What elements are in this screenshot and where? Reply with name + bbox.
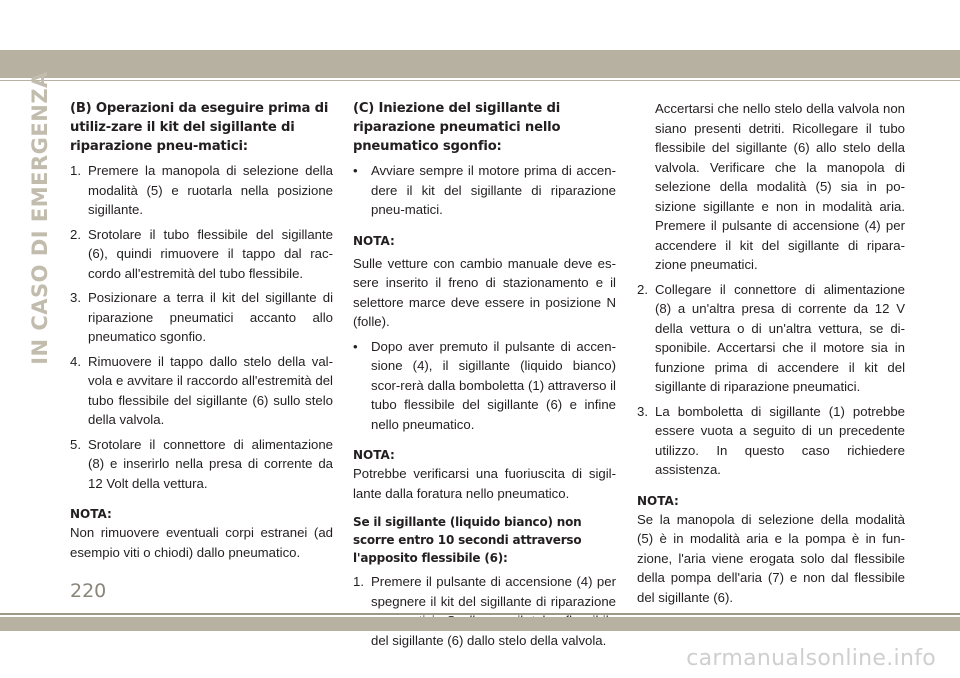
- note-title: NOTA:: [637, 493, 679, 508]
- step-text: Premere la manopola di selezione della modalità (5) e ruotarla nella posizione sigillante.: [88, 163, 333, 217]
- page-number: 220: [70, 580, 107, 602]
- column-1: [70, 99, 333, 562]
- list-item: [353, 337, 616, 435]
- sub-heading: Se il sigillante (liquido bianco) non scorre entro 10 secondi attraverso l'apposito flessibile (6):: [353, 515, 582, 565]
- section-side-tab: [24, 71, 56, 365]
- continued-step-text: Accertarsi che nello stelo della valvola non siano presenti detriti. Ricollegare il tubo flessibile del sigillante (6) allo stelo della valvola. Verificare che la manopola di selezione della modalità (5) sia in po-sizione sigillante e non in modalità aria. Premere il pulsante di accensione (4) per accendere il kit del sigillante di ripara-zione pneumatici.: [655, 101, 905, 272]
- list-item: [353, 572, 616, 650]
- footer-rule: [0, 613, 960, 615]
- bullet-icon: •: [353, 338, 358, 354]
- note-title: NOTA:: [353, 233, 395, 248]
- recovery-steps: [353, 572, 616, 650]
- step-text: Rimuovere il tappo dallo stelo della val-vola e avvitare il raccordo all'estremità del tubo flessibile del sigillante (6) sullo stelo della valvola.: [88, 353, 333, 427]
- section-side-tab-label: IN CASO DI EMERGENZA: [28, 71, 52, 365]
- note-title: NOTA:: [353, 448, 395, 462]
- bullet-text: Avviare sempre il motore prima di accen-dere il kit del sigillante di riparazione pneu-matici.: [371, 163, 616, 217]
- step-number: 5.: [70, 436, 81, 452]
- step-text: La bomboletta di sigillante (1) potrebbe essere vuota a seguito di un precedente utilizzo. In questo caso richiedere assistenza.: [655, 403, 905, 477]
- step-number: 2.: [70, 226, 81, 242]
- list-item: [70, 288, 333, 347]
- footer-band: [0, 617, 960, 631]
- bullet-list: [353, 161, 616, 220]
- step-number: 4.: [70, 353, 81, 369]
- section-b-heading: (B) Operazioni da eseguire prima di utiliz-zare il kit del sigillante di riparazione pneu-matici:: [70, 101, 329, 154]
- bullet-list: [353, 337, 616, 435]
- note-title: NOTA:: [70, 507, 112, 521]
- list-item: [637, 280, 905, 397]
- step-number: 1.: [353, 574, 364, 589]
- list-item: [70, 161, 333, 220]
- section-b-steps: [70, 161, 333, 493]
- step-number: 1.: [70, 163, 81, 178]
- bullet-text: Dopo aver premuto il pulsante di accen-sione (4), il sigillante (liquido bianco) scor-rerà dalla bomboletta (1) attraverso il tubo flessibile del sigillante (6) e infine nello pneumatico.: [371, 338, 616, 432]
- list-item: [70, 435, 333, 494]
- note-text: Non rimuovere eventuali corpi estranei (ad esempio viti o chiodi) dallo pneumatico.: [70, 525, 333, 560]
- list-item: [353, 161, 616, 220]
- note-text: Sulle vetture con cambio manuale deve es-sere inserito il freno di stazionamento e il selettore marce deve essere in posizione N (folle).: [353, 255, 616, 329]
- step-number: 3.: [70, 290, 81, 305]
- step-text: Premere il pulsante di accensione (4) per spegnere il kit del sigillante di riparazione del sigillante (6) dallo stelo della valvola.: [371, 574, 616, 648]
- list-item: [70, 225, 333, 284]
- step-text: Srotolare il connettore di alimentazione (8) e inserirlo nella presa di corrente da 12 Volt della vettura.: [88, 436, 333, 491]
- list-item: [637, 402, 905, 480]
- header-band: [0, 50, 960, 78]
- note-text: Potrebbe verificarsi una fuoriuscita di sigil-lante dalla foratura nello pneumatico.: [353, 466, 616, 501]
- bullet-icon: •: [353, 163, 358, 178]
- column-2: [353, 99, 616, 650]
- section-c-heading: (C) Iniezione del sigillante di riparazione pneumatici nello pneumatico sgonfio:: [353, 101, 561, 154]
- note-text: Se la manopola di selezione della modalità (5) è in modalità aria e la pompa è in fun-zione, l'aria viene erogata solo dal flessibile della pompa dell'aria (7) e non dal flessibile del sigillante (6).: [637, 511, 905, 605]
- watermark: carmanualsonline.info: [686, 646, 936, 671]
- step-number: 2.: [637, 281, 648, 297]
- step-text: Posizionare a terra il kit del sigillante di riparazione pneumatici accanto allo pneumatico sgonfio.: [88, 290, 333, 344]
- column-3: [637, 99, 905, 607]
- step-text: Srotolare il tubo flessibile del sigillante (6), quindi rimuovere il tappo dal rac-cordo all'estremità del tubo flessibile.: [88, 226, 333, 281]
- step-number: 3.: [637, 403, 648, 419]
- step-text: Collegare il connettore di alimentazione (8) a un'altra presa di corrente da 12 V della vettura o di un'altra vettura, se di-sponibile. Accertarsi che il motore sia in funzione prima di accendere il kit del sigillante di riparazione pneumatici.: [655, 281, 905, 394]
- recovery-steps-continued: [637, 280, 905, 480]
- header-rule: [0, 80, 960, 81]
- list-item: [70, 352, 333, 430]
